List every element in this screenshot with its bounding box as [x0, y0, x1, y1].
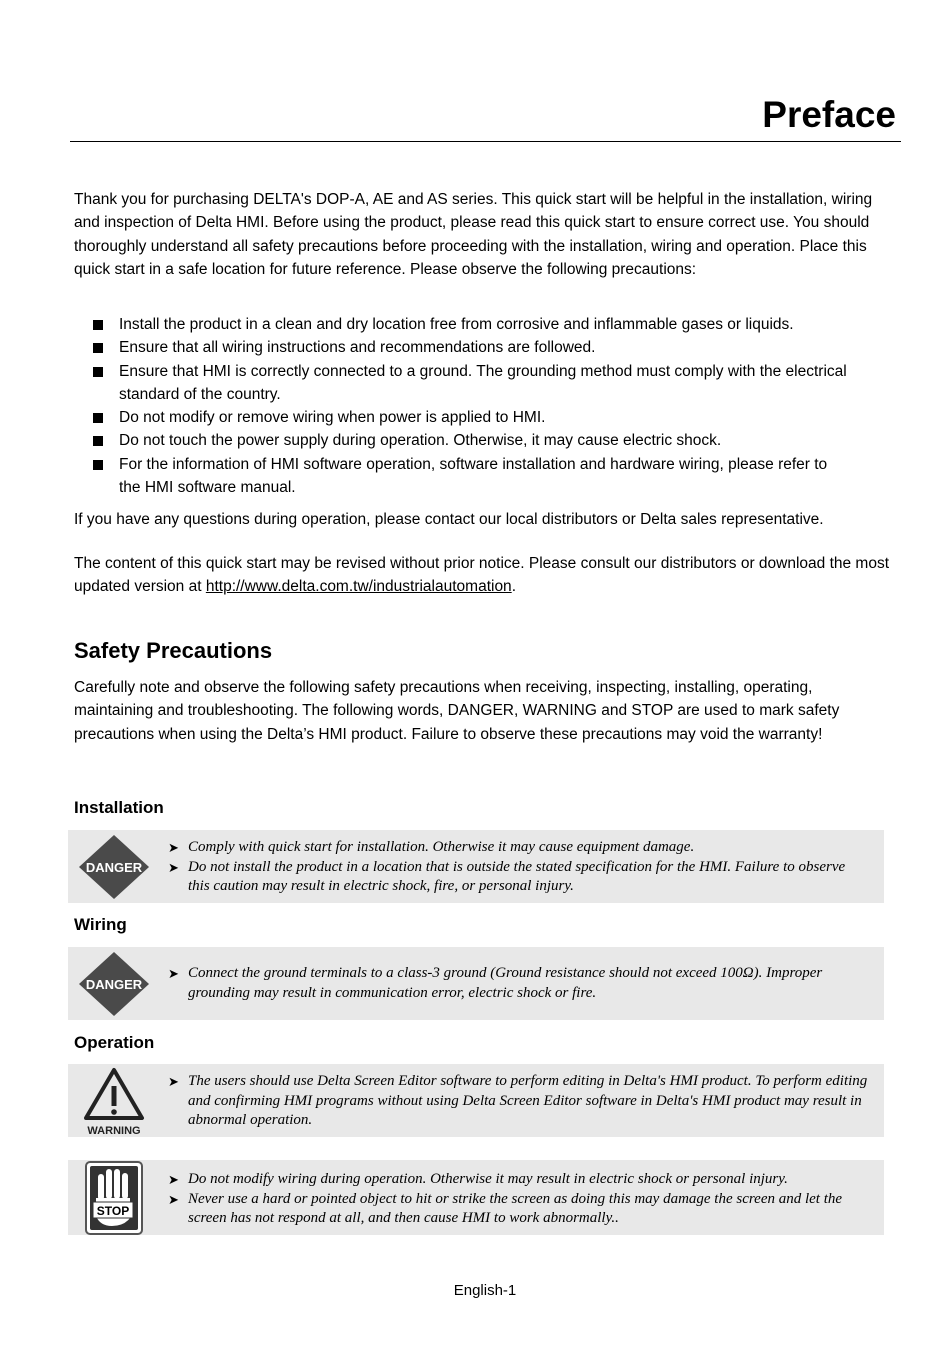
- revision-text: The content of this quick start may be revised without prior notice. Please consult our distributors or download the most updated version at: [74, 555, 890, 596]
- revision-paragraph: [74, 552, 894, 599]
- operation-warning-box: [68, 1064, 884, 1137]
- danger-icon: [68, 947, 160, 1020]
- questions-paragraph: If you have any questions during operation, please contact our local distributors or Delta sales representative.: [74, 511, 824, 528]
- warning-icon-label: WARNING: [87, 1124, 141, 1136]
- page-number: English-1: [453, 1282, 517, 1299]
- wiring-danger-box: [68, 947, 884, 1020]
- operation-stop-box: [68, 1160, 884, 1235]
- list-item: [93, 406, 853, 429]
- list-item: ➤ Comply with quick start for installation. Otherwise it may cause equipment damage.: [168, 839, 695, 855]
- safety-paragraph: Carefully note and observe the following safety precautions when receiving, inspecting, installing, operating, maintaining and troubleshooting. The following words, DANGER, WARNING and STOP are used to mark safety precautions when using the Delta’s HMI product. Failure to observe these precautions may void the warranty!: [74, 679, 840, 743]
- list-item: ➤ The users should use Delta Screen Editor software to perform editing in Delta's HMI product. To perform editing and confirming HMI programs without using Delta Screen Editor software in Delta's HMI product may result in abnormal operation.: [168, 1073, 868, 1129]
- list-item: [93, 336, 853, 359]
- list-item: ➤ Connect the ground terminals to a class-3 ground (Ground resistance should not exceed 100Ω). Improper grounding may result in communication error, electric shock or fire.: [168, 965, 823, 1001]
- wiring-heading: Wiring: [74, 915, 127, 934]
- stop-hand-icon: [68, 1160, 160, 1235]
- stop-icon-label: STOP: [96, 1203, 130, 1218]
- list-item-text: The users should use Delta Screen Editor software to perform editing in Delta's HMI product. To perform editing and confirming HMI programs without using Delta Screen Editor software in Delta's HMI product may result in abnormal operation.: [188, 1073, 868, 1129]
- list-item-text: Ensure that HMI is correctly connected to a ground. The grounding method must comply with the electrical standard of the country.: [119, 362, 847, 403]
- list-item-text: Never use a hard or pointed object to hit or strike the screen as doing this may damage the screen and let the screen has not respond at all, and then cause HMI to work abnormally..: [188, 1190, 843, 1227]
- revision-suffix: .: [511, 578, 516, 596]
- installation-list: [168, 838, 868, 897]
- list-item: [93, 313, 853, 336]
- list-item: [93, 360, 853, 407]
- list-item: [93, 453, 853, 500]
- list-item-text: Comply with quick start for installation. Otherwise it may cause equipment damage.: [188, 839, 695, 855]
- list-item: ➤ Never use a hard or pointed object to hit or strike the screen as doing this may damage the screen and let the screen has not respond at all, and then cause HMI to work abnormally..: [168, 1190, 843, 1227]
- list-item-text: Ensure that all wiring instructions and recommendations are followed.: [119, 339, 596, 357]
- list-item: ➤ Do not install the product in a location that is outside the stated specification for the HMI. Failure to observe this caution may result in electric shock, fire, or personal injury.: [168, 858, 846, 895]
- intro-paragraph: Thank you for purchasing DELTA's DOP-A, AE and AS series. This quick start will be helpful in the installation, wiring and inspection of Delta HMI. Before using the product, please read this quick start to ensure correct use. You should thoroughly understand all safety precautions before proceeding with the installation, wiring and operation. Place this quick start in a safe location for future reference. Please observe the following precautions:: [74, 191, 873, 278]
- warning-icon: [68, 1064, 160, 1137]
- operation-stop-list: [168, 1170, 868, 1229]
- title-divider: [70, 141, 901, 142]
- danger-icon-label: DANGER: [85, 976, 143, 992]
- list-item: ➤ Do not modify wiring during operation. Otherwise it may result in electric shock or personal injury.: [168, 1171, 788, 1187]
- delta-website-link[interactable]: http://www.delta.com.tw/industrialautomation: [205, 578, 512, 596]
- installation-heading: Installation: [74, 798, 164, 817]
- list-item: [93, 429, 853, 452]
- installation-danger-box: [68, 830, 884, 903]
- page-title: Preface: [762, 94, 896, 135]
- list-item-text: Do not install the product in a location that is outside the stated specification for the HMI. Failure to observe this caution may result in electric shock, fire, or personal injury.: [188, 858, 846, 895]
- operation-heading: Operation: [74, 1033, 155, 1052]
- list-item-text: Install the product in a clean and dry location free from corrosive and inflammable gases or liquids.: [119, 316, 794, 333]
- danger-icon-label: DANGER: [85, 859, 143, 875]
- list-item-text: Do not modify wiring during operation. Otherwise it may result in electric shock or personal injury.: [188, 1171, 788, 1187]
- safety-heading: Safety Precautions: [74, 638, 273, 663]
- precautions-list: [93, 313, 853, 499]
- list-item-text: For the information of HMI software operation, software installation and hardware wiring, please refer to the HMI software manual.: [119, 455, 828, 497]
- list-item-text: Connect the ground terminals to a class-3 ground (Ground resistance should not exceed 100Ω). Improper grounding may result in communication error, electric shock or fire.: [188, 965, 823, 1001]
- operation-warning-list: [168, 1072, 868, 1131]
- danger-icon: [68, 830, 160, 903]
- wiring-list: [168, 964, 868, 1003]
- list-item-text: Do not touch the power supply during operation. Otherwise, it may cause electric shock.: [119, 432, 722, 450]
- list-item-text: Do not modify or remove wiring when power is applied to HMI.: [119, 409, 546, 427]
